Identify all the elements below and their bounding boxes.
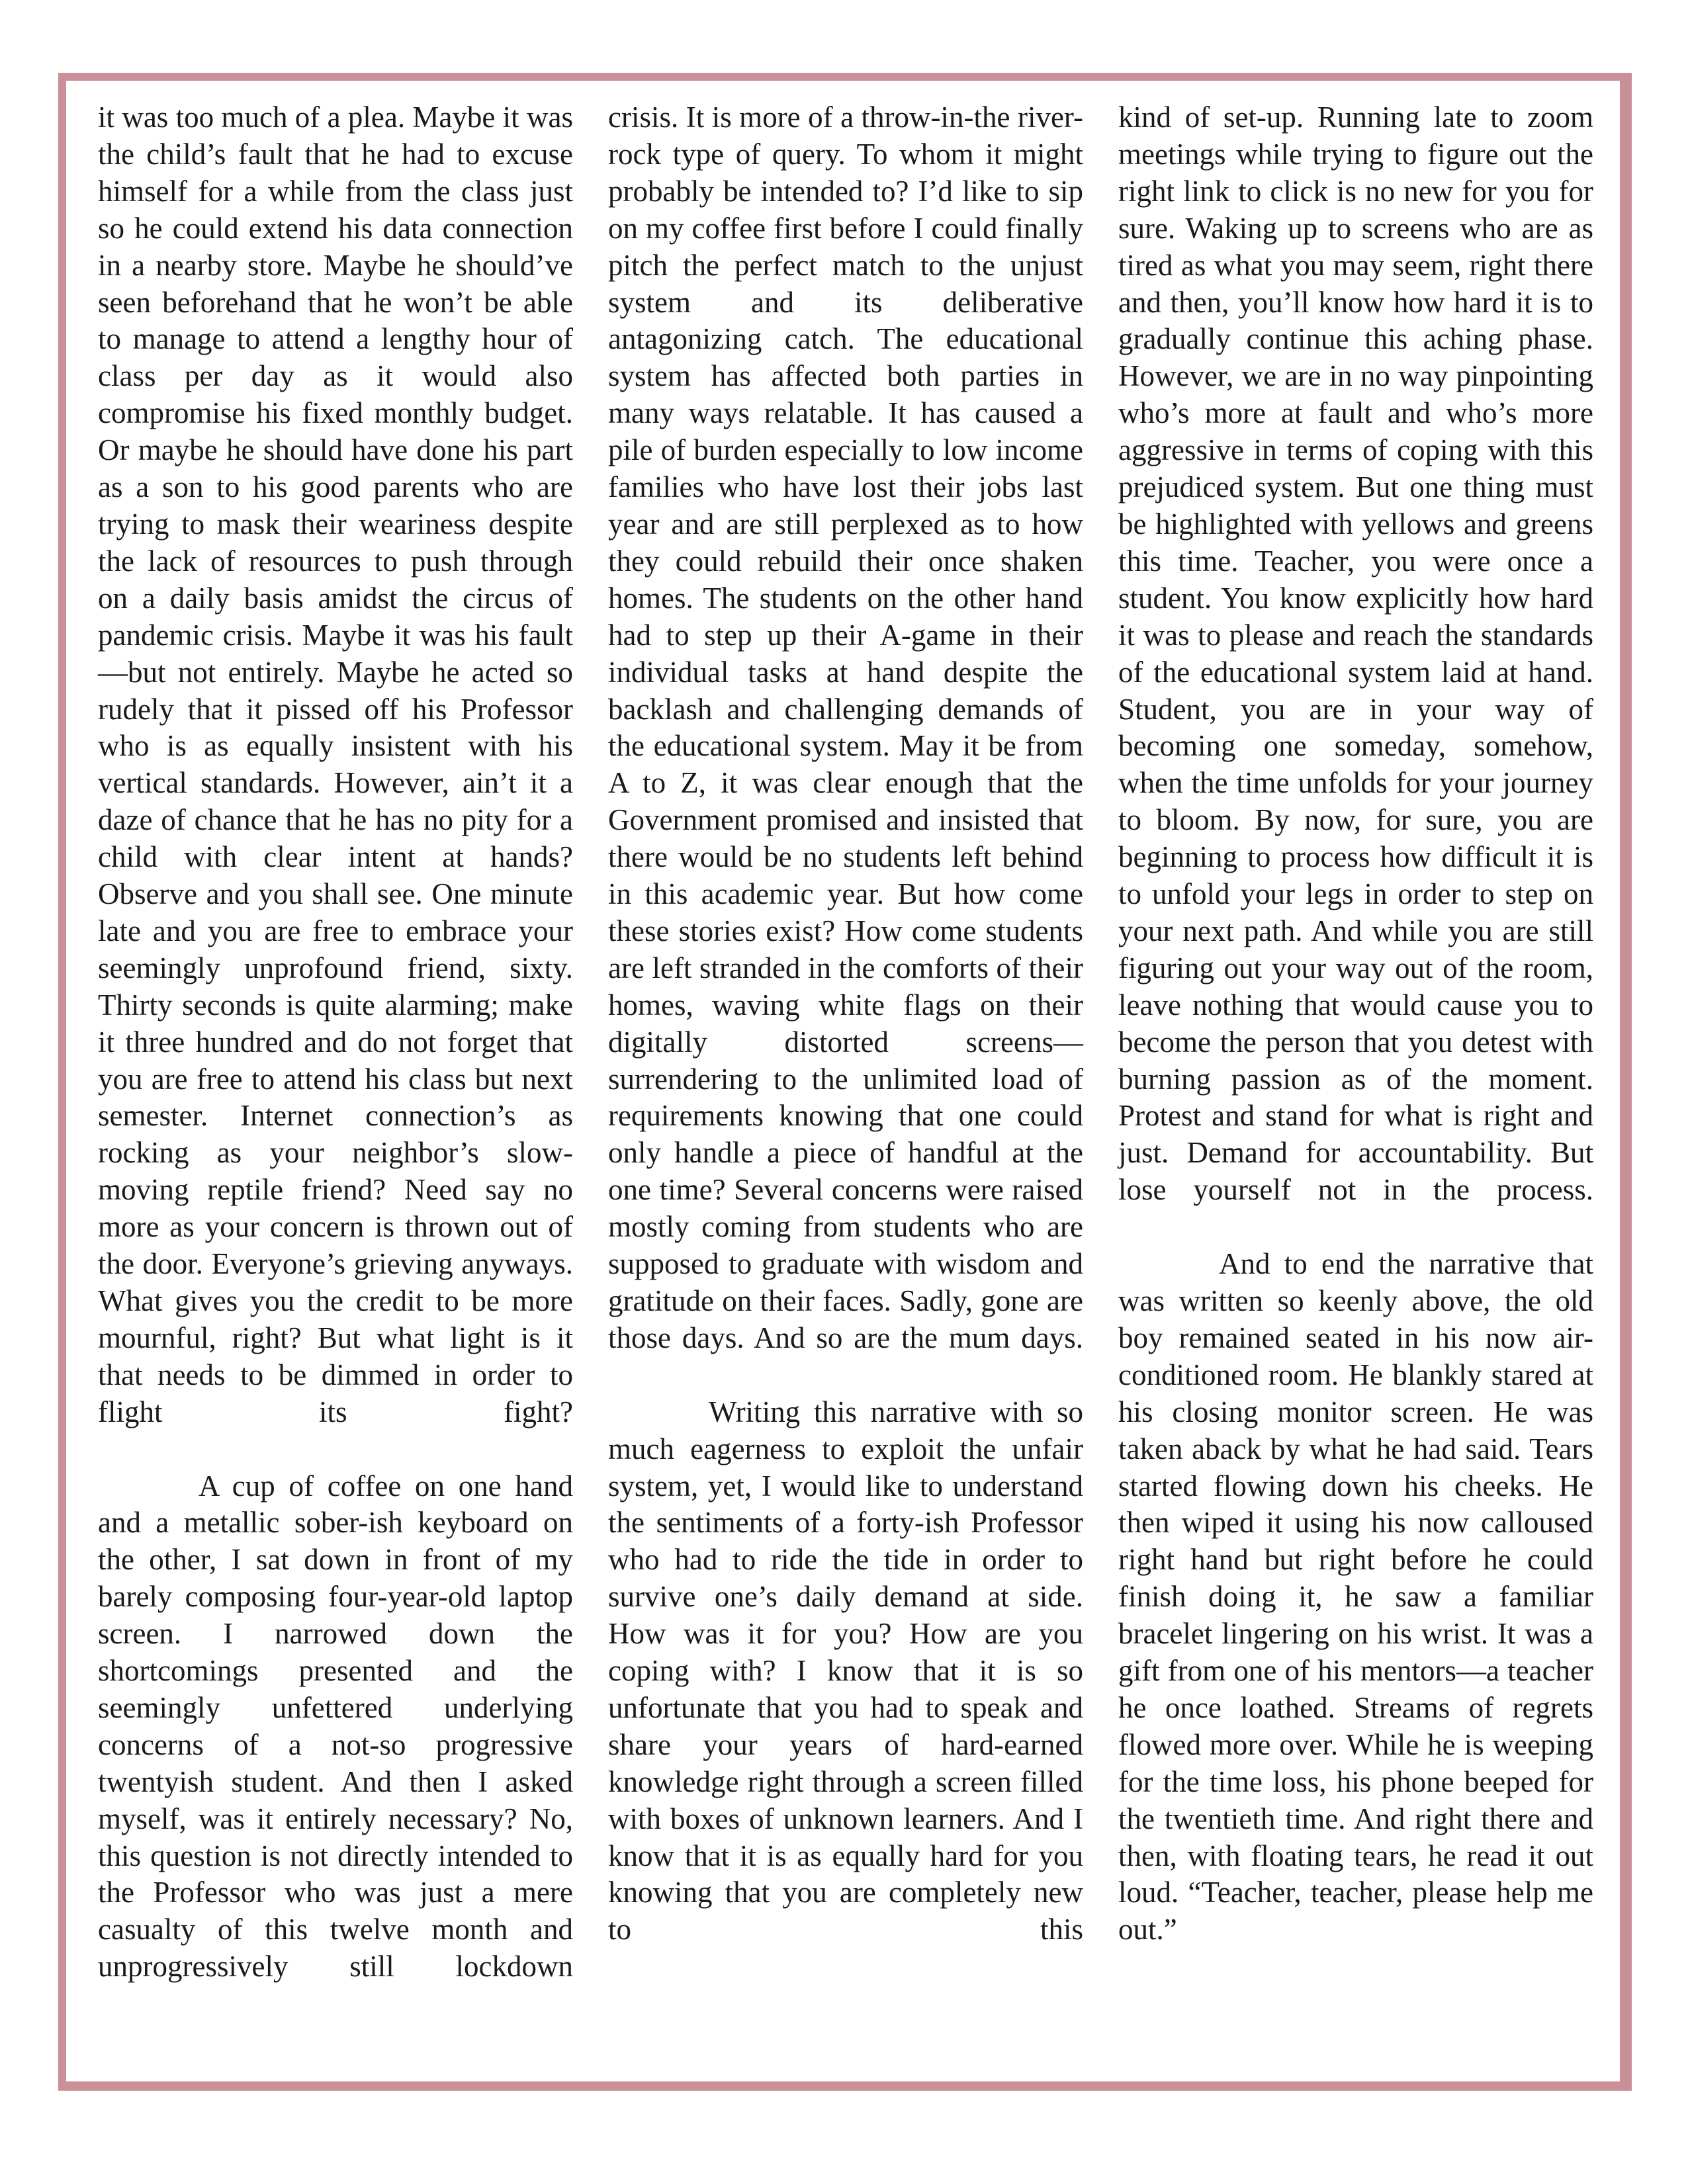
column-2-paragraph-1: crisis. It is more of a throw-in-the river-rock type of query. To whom it might probably be intended to? I’d like to sip on my coffee first before I could finally pitch the perfect match to the unjust system and its deliberative antagonizing catch. The educational system has affected both parties in many ways relatable. It has caused a pile of burden especially to low income families who have lost their jobs last year and are still perplexed as to how they could rebuild their once shaken homes. The students on the other hand had to step up their A-game in their individual tasks at hand despite the backlash and challenging demands of the educational system. May it be from A to Z, it was clear enough that the Government promised and insisted that there would be no students left behind in this academic year. But how come these stories exist? How come students are left stranded in the comforts of their homes, waving white flags on their digitally distorted screens—surrendering to the unlimited load of requirements knowing that one could only handle a piece of handful at the one time? Several concerns were raised mostly coming from students who are supposed to graduate with wisdom and gratitude on their faces. Sadly, gone are those days. And so are the mum days. <box>608 101 1083 1354</box>
column-1-paragraph-1: it was too much of a plea. Maybe it was the child’s fault that he had to excuse himself for a while from the class just so he could extend his data connection in a nearby store. Maybe he should’ve seen beforehand that he won’t be able to manage to attend a lengthy hour of class per day as it would also compromise his fixed monthly budget. Or maybe he should have done his part as a son to his good parents who are trying to mask their weariness despite the lack of resources to push through on a daily basis amidst the circus of pandemic crisis. Maybe it was his fault—but not entirely. Maybe he acted so rudely that it pissed off his Professor who is as equally insistent with his vertical standards. However, ain’t it a daze of chance that he has no pity for a child with clear intent at hands? Observe and you shall see. One minute late and you are free to embrace your seemingly unprofound friend, sixty. Thirty seconds is quite alarming; make it three hundred and do not forget that you are free to attend his class but next semester. Internet connection’s as rocking as your neighbor’s slow-moving reptile friend? Need say no more as your concern is thrown out of the door. Everyone’s grieving anyways. What gives you the credit to be more mournful, right? But what light is it that needs to be dimmed in order to flight its fight? <box>98 101 573 1428</box>
column-2-paragraph-2: Writing this narrative with so much eagerness to exploit the unfair system, yet, I would like to understand the sentiments of a forty-ish Professor who had to ride the tide in order to survive one’s daily demand at side. How was it for you? How are you coping with? I know that it is so unfortunate that you had to speak and share your years of hard-earned knowledge right through a screen filled with boxes of unknown learners. And I know that it is as equally hard for you knowing that you are completely new to this <box>608 1395 1083 1946</box>
text-column-1 <box>98 99 573 2058</box>
column-3-paragraph-1: kind of set-up. Running late to zoom meetings while trying to figure out the right link to click is no new for you for sure. Waking up to screens who are as tired as what you may seem, right there and then, you’ll know how hard it is to gradually continue this aching phase. However, we are in no way pinpointing who’s more at fault and who’s more aggressive in terms of coping with this prejudiced system. But one thing must be highlighted with yellows and greens this time. Teacher, you were once a student. You know explicitly how hard it was to please and reach the standards of the educational system laid at hand. Student, you are in your way of becoming one someday, somehow, when the time unfolds for your journey to bloom. By now, for sure, you are beginning to process how difficult it is to unfold your legs in order to step on your next path. And while you are still figuring out your way out of the room, leave nothing that would cause you to become the person that you detest with burning passion as of the moment. Protest and stand for what is right and just. Demand for accountability. But lose yourself not in the process. <box>1118 101 1593 1207</box>
column-3-paragraph-2: And to end the narrative that was written so keenly above, the old boy remained seated in his now air-conditioned room. He blankly stared at his closing monitor screen. He was taken aback by what he had said. Tears started flowing down his cheeks. He then wiped it using his now calloused right hand but right before he could finish doing it, he saw a familiar bracelet lingering on his wrist. It was a gift from one of his mentors—a teacher he once loathed. Streams of regrets flowed more over. While he is weeping for the time loss, his phone beeped for the twentieth time. And right there and then, with floating tears, he read it out loud. “Teacher, teacher, please help me out.” <box>1118 1247 1593 1946</box>
text-column-2 <box>608 99 1083 2058</box>
paragraph-gap <box>1118 1209 1593 1246</box>
text-column-3 <box>1118 99 1593 2058</box>
paragraph-gap <box>98 1431 573 1468</box>
article-columns <box>98 99 1593 2058</box>
column-1-paragraph-2: A cup of coffee on one hand and a metallic sober-ish keyboard on the other, I sat down in front of my barely composing four-year-old laptop screen. I narrowed down the shortcomings presented and the seemingly unfettered underlying concerns of a not-so progressive twentyish student. And then I asked myself, was it entirely necessary? No, this question is not directly intended to the Professor who was just a mere casualty of this twelve month and unprogressively still lockdown <box>98 1469 573 1984</box>
paragraph-gap <box>608 1357 1083 1394</box>
